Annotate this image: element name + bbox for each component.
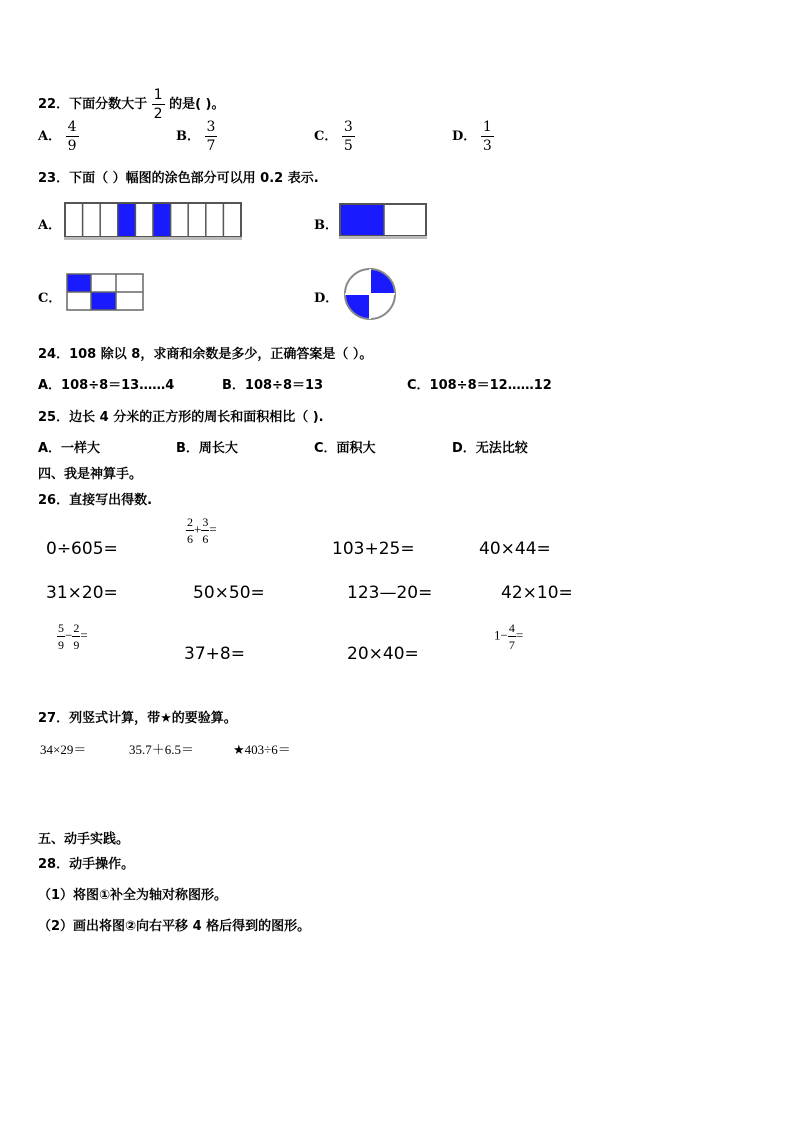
denominator: 5 bbox=[343, 138, 353, 154]
q27-stem: 27．列竖式计算，带★的要验算。 bbox=[38, 711, 237, 726]
q23-option-c-label: C． bbox=[38, 291, 62, 306]
q25-stem: 25．边长 4 分米的正方形的周长和面积相比（ ). bbox=[38, 410, 324, 425]
option-fraction bbox=[342, 120, 355, 153]
q22-option-d[interactable] bbox=[452, 120, 494, 153]
shaded-cell bbox=[153, 204, 170, 236]
q23-option-a-label: A． bbox=[38, 218, 62, 233]
numerator: 1 bbox=[482, 119, 492, 135]
denominator: 6 bbox=[202, 532, 209, 546]
calc-item: 0÷605= bbox=[46, 539, 118, 559]
denominator: 9 bbox=[58, 638, 64, 652]
calc-fraction-sum bbox=[186, 516, 217, 545]
q23-figure-c[interactable] bbox=[66, 273, 148, 313]
calc-item: 31×20= bbox=[46, 583, 118, 603]
denominator: 7 bbox=[508, 638, 515, 652]
operator: + bbox=[194, 521, 202, 537]
denominator: 6 bbox=[187, 532, 193, 546]
strip-shadow bbox=[64, 237, 242, 240]
fraction bbox=[186, 516, 194, 545]
section-4-heading: 四、我是神算手。 bbox=[38, 467, 143, 482]
q22-option-c[interactable] bbox=[314, 120, 355, 153]
q22-frac-numerator: 1 bbox=[153, 87, 163, 103]
q22-option-a[interactable] bbox=[38, 120, 79, 153]
calc-item: 20×40= bbox=[347, 644, 419, 664]
q26-stem: 26．直接写出得数. bbox=[38, 493, 153, 508]
shaded-cell bbox=[67, 274, 91, 292]
denominator: 9 bbox=[73, 638, 80, 652]
numerator: 2 bbox=[187, 515, 193, 529]
calc-fraction-difference bbox=[57, 622, 88, 651]
q22-fraction bbox=[152, 88, 165, 121]
vertical-calc-item: 35.7＋6.5＝ bbox=[129, 742, 195, 757]
calc-item: 123—20= bbox=[347, 583, 433, 603]
q22-suffix: 的是( )。 bbox=[169, 97, 225, 112]
equals: = bbox=[209, 521, 217, 537]
q23-figure-d[interactable] bbox=[344, 265, 398, 323]
q25-option-c[interactable]: C．面积大 bbox=[314, 441, 376, 456]
option-fraction bbox=[66, 120, 79, 153]
denominator: 3 bbox=[482, 138, 492, 154]
vertical-calc-item: 34×29＝ bbox=[40, 742, 87, 757]
option-label: A． bbox=[38, 129, 62, 144]
option-label: C． bbox=[314, 129, 338, 144]
vertical-calc-item: ★403÷6＝ bbox=[233, 742, 291, 757]
q23-option-d-label: D． bbox=[314, 291, 339, 306]
fraction bbox=[508, 622, 516, 651]
calc-item: 50×50= bbox=[193, 583, 265, 603]
q23-option-b-label: B． bbox=[314, 218, 338, 233]
q24-option-c[interactable]: C．108÷8＝12……12 bbox=[407, 378, 552, 393]
calc-item: 37+8= bbox=[184, 644, 245, 664]
q25-option-b[interactable]: B．周长大 bbox=[176, 441, 238, 456]
option-fraction bbox=[205, 120, 218, 153]
q25-option-d[interactable]: D．无法比较 bbox=[452, 441, 528, 456]
q28-stem: 28．动手操作。 bbox=[38, 857, 135, 872]
operator: − bbox=[65, 627, 73, 643]
q22-prefix: 22．下面分数大于 bbox=[38, 97, 148, 112]
numerator: 4 bbox=[67, 119, 77, 135]
q28-sub-1: （1）将图①补全为轴对称图形。 bbox=[38, 888, 228, 903]
q24-option-a[interactable]: A．108÷8＝13……4 bbox=[38, 378, 175, 393]
option-label: B． bbox=[176, 129, 200, 144]
shaded-cell bbox=[91, 292, 116, 310]
numerator: 3 bbox=[206, 119, 216, 135]
q23-figure-b[interactable] bbox=[339, 203, 429, 239]
fraction bbox=[57, 622, 65, 651]
option-fraction bbox=[481, 120, 494, 153]
q28-sub-2: （2）画出将图②向右平移 4 格后得到的图形。 bbox=[38, 919, 311, 934]
numerator: 3 bbox=[343, 119, 353, 135]
q22-option-b[interactable] bbox=[176, 120, 217, 153]
section-5-heading: 五、动手实践。 bbox=[38, 832, 130, 847]
denominator: 9 bbox=[67, 138, 77, 154]
numerator: 2 bbox=[73, 621, 80, 635]
q23-figure-a[interactable] bbox=[64, 202, 244, 240]
calc-item: 103+25= bbox=[332, 539, 415, 559]
q24-option-b[interactable]: B．108÷8＝13 bbox=[222, 378, 324, 393]
numerator: 4 bbox=[508, 621, 515, 635]
q25-option-a[interactable]: A．一样大 bbox=[38, 441, 101, 456]
shaded-half bbox=[341, 205, 384, 235]
operand: 1− bbox=[494, 627, 508, 643]
equals: = bbox=[515, 627, 524, 643]
option-label: D． bbox=[452, 129, 477, 144]
q22-stem bbox=[38, 88, 225, 121]
equals: = bbox=[80, 627, 88, 643]
bar-shadow bbox=[339, 236, 427, 239]
calc-item: 42×10= bbox=[501, 583, 573, 603]
shaded-cell bbox=[118, 204, 135, 236]
denominator: 7 bbox=[206, 138, 216, 154]
calc-one-minus-fraction bbox=[494, 622, 523, 651]
q24-stem: 24．108 除以 8，求商和余数是多少，正确答案是（ ）。 bbox=[38, 347, 373, 362]
q22-frac-denominator: 2 bbox=[153, 106, 163, 122]
calc-item: 40×44= bbox=[479, 539, 551, 559]
numerator: 3 bbox=[202, 515, 209, 529]
numerator: 5 bbox=[58, 621, 64, 635]
q23-stem: 23．下面（ ）幅图的涂色部分可以用 0.2 表示. bbox=[38, 171, 319, 186]
